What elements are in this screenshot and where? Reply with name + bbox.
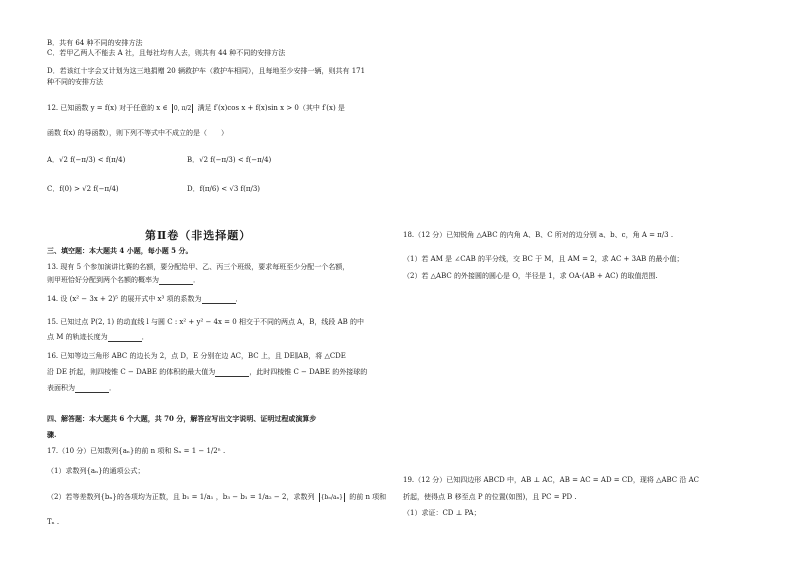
answer-blank — [159, 277, 193, 285]
question-12-line1 — [47, 104, 345, 113]
q17-text-a: （2）若等差数列{bₙ}的各项均为正数，且 b₁ = 1/a₁ ，b₃ − b₁ = 1/a₂ − 2，求数列 — [47, 493, 315, 501]
option-d-text-line2: 种不同的安排方法 — [47, 78, 103, 86]
option-b-text: B．共有 64 种不同的安排方法 — [47, 39, 143, 47]
q12-part2: 满足 f′(x)cos x + f(x)sin x > 0（其中 f′(x) 是 — [197, 104, 345, 112]
question-16-line3: 表面积为 ． — [47, 384, 116, 392]
option-d: D．f(π/6) < √3 f(π/3) — [187, 185, 260, 193]
question-19-line2: 折起，使得点 B 移至点 P 的位置(如图)，且 PC = PD . — [403, 493, 577, 501]
solve-header-line2: 骤. — [47, 430, 57, 439]
q12-part1: 12. 已知函数 y = f(x) 对于任意的 x ∈ — [47, 104, 168, 112]
solve-header-line1: 四、解答题：本大题共 6 个大题，共 70 分，解答应写出文字说明、证明过程或演算步 — [47, 414, 317, 423]
question-12-line2: 函数 f(x) 的导函数），则下列不等式中不成立的是（ ） — [47, 129, 228, 137]
answer-blank — [75, 385, 109, 393]
question-18-part1: （1）若 AM 是 ∠CAB 的平分线，交 BC 于 M，且 AM = 2，求 AC + 3AB 的最小值； — [403, 255, 684, 263]
question-16-line1: 16. 已知等边三角形 ABC 的边长为 2，点 D，E 分别在边 AC，BC 上，且 DE∥AB，将 △CDE — [47, 352, 346, 360]
q13-text: 则甲班恰好分配到两个名额的概率为 — [47, 276, 159, 284]
option-c: C．f(0) > √2 f(−π/4) — [47, 185, 119, 193]
answer-blank — [215, 369, 249, 377]
question-14: 14. 设 (x² − 3x + 2)⁵ 的展开式中 x³ 项的系数为 ． — [47, 295, 243, 303]
option-b: B．√2 f(−π/3) < f(−π/4) — [187, 156, 272, 164]
option-a: A．√2 f(−π/3) < f(π/4) — [47, 156, 126, 164]
question-17-line1: 17.（10 分）已知数列{aₙ}的前 n 项和 Sₙ = 1 − 1/2ⁿ . — [47, 447, 226, 455]
q17-sequence: {bₙ/aₙ} — [320, 494, 343, 501]
q16-text-b: ，此时四棱锥 C − DABE 的外接球的 — [249, 368, 368, 376]
q14-text: 14. 设 (x² − 3x + 2)⁵ 的展开式中 x³ 项的系数为 — [47, 295, 202, 303]
question-17-part2 — [47, 493, 386, 502]
q12-interval: 0, π/2 — [173, 105, 192, 112]
fill-in-header: 三、填空题：本大题共 4 小题，每小题 5 分。 — [47, 246, 193, 255]
question-18-line1: 18.（12 分）已知锐角 △ABC 的内角 A、B、C 所对的边分别 a、b、c，角 A = π/3 . — [403, 231, 674, 239]
option-c-text: C．若甲乙两人不能去 A 社，且每社均有人去，则共有 44 种不同的安排方法 — [47, 49, 286, 57]
question-13-line1: 13. 现有 5 个参加演讲比赛的名额，要分配给甲、乙、丙三个班级，要求每班至少分配一个名额， — [47, 263, 350, 271]
question-15-line1: 15. 已知过点 P(2, 1) 的动直线 l 与圆 C : x² + y² − 4x = 0 相交于不同的两点 A，B，线段 AB 的中 — [47, 318, 365, 326]
question-15-line2: 点 M 的轨迹长度为 ． — [47, 333, 149, 341]
question-13-line2: 则甲班恰好分配到两个名额的概率为 ． — [47, 276, 200, 284]
option-d-text-line1: D．若该红十字会又计划为这三地捐赠 20 辆救护车（救护车相同），且每地至少安排一辆，则共有 171 — [47, 67, 366, 75]
q17-text-c: 的前 n 项和 — [349, 493, 387, 501]
q16-text-a: 沿 DE 折起，则四棱锥 C − DABE 的体积的最大值为 — [47, 368, 216, 376]
answer-blank — [202, 296, 236, 304]
question-18-part2: （2）若 △ABC 的外接圆的圆心是 O，半径是 1，求 OA·(AB + AC) 的取值范围. — [403, 272, 658, 280]
q16-text-c: 表面积为 — [47, 384, 75, 392]
answer-blank — [108, 334, 142, 342]
section-title: 第Ⅱ卷（非选择题） — [145, 229, 252, 242]
q15-text: 点 M 的轨迹长度为 — [47, 333, 108, 341]
question-17-line4: Tₙ . — [47, 518, 60, 526]
question-19-line1: 19.（12 分）已知四边形 ABCD 中，AB ⊥ AC，AB = AC = AD = CD，现将 △ABC 沿 AC — [403, 476, 700, 484]
question-17-part1: （1）求数列{aₙ}的通项公式； — [47, 467, 145, 475]
question-19-part1: （1）求证：CD ⊥ PA； — [403, 509, 481, 517]
question-16-line2 — [47, 368, 367, 377]
